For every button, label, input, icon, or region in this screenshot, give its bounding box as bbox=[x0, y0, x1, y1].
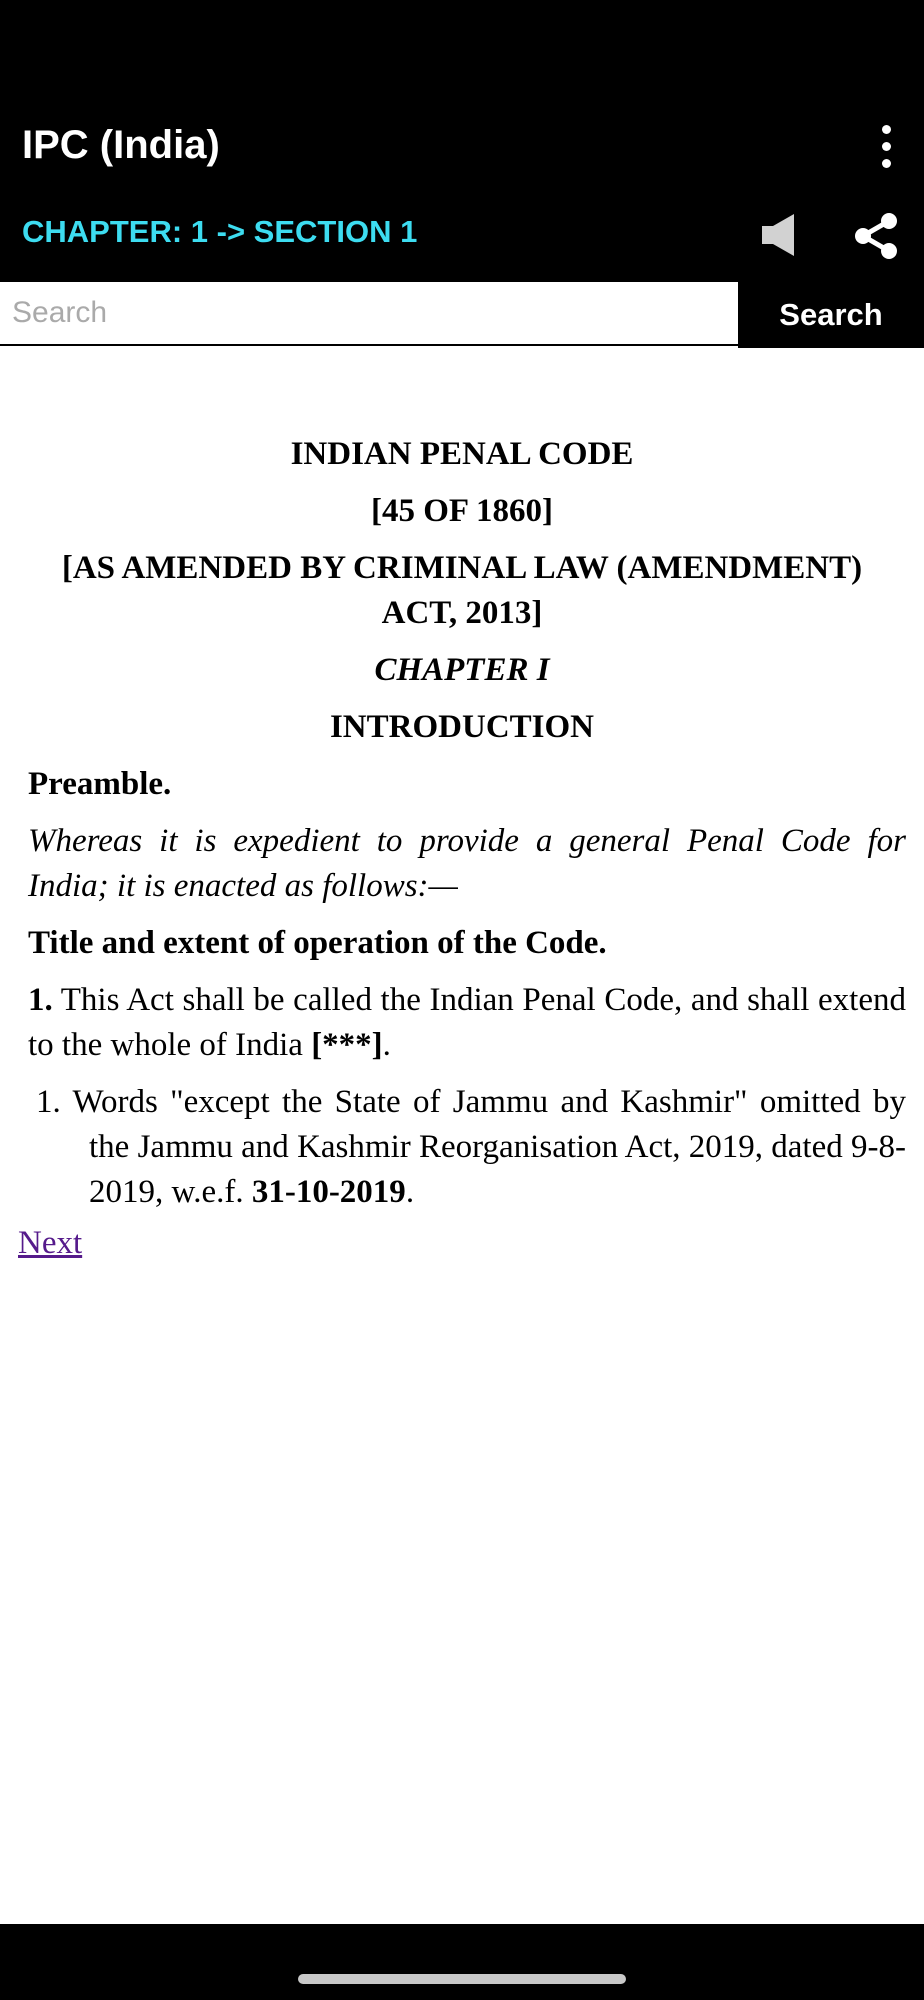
amendment-note: [AS AMENDED BY CRIMINAL LAW (AMENDMENT) ACT, 2013] bbox=[61, 550, 863, 631]
search-button[interactable]: Search bbox=[738, 282, 924, 348]
section-number: 1. bbox=[28, 982, 53, 1018]
chapter-label: CHAPTER I bbox=[374, 652, 550, 688]
footnote-date: 31-10-2019 bbox=[251, 1174, 406, 1210]
section-heading: Title and extent of operation of the Code. bbox=[28, 925, 607, 961]
footnote-text: Words "except the State of Jammu and Kashmir" omitted by the Jammu and Kashmir Reorganisation Act, 2019, dated 9-8-2019, w.e.f. bbox=[60, 1084, 906, 1210]
search-input[interactable] bbox=[0, 282, 738, 346]
next-link[interactable]: Next bbox=[18, 1225, 83, 1261]
chapter-section-subtitle: CHAPTER: 1 -> SECTION 1 bbox=[22, 214, 418, 249]
app-bar bbox=[0, 100, 924, 282]
section-end: . bbox=[382, 1027, 391, 1063]
document-content bbox=[0, 348, 924, 1266]
app-title: IPC (India) bbox=[22, 123, 220, 167]
preamble-text: Whereas it is expedient to provide a general Penal Code for India; it is enacted as follows:— bbox=[28, 823, 906, 904]
home-indicator[interactable] bbox=[298, 1974, 626, 1984]
chapter-title: INTRODUCTION bbox=[329, 709, 595, 745]
preamble-heading: Preamble. bbox=[28, 766, 172, 802]
status-bar bbox=[0, 0, 924, 100]
navigation-bar bbox=[0, 1924, 924, 2000]
section-text: This Act shall be called the Indian Penal Code, and shall extend to the whole of India bbox=[28, 982, 906, 1063]
omission-marker: [***] bbox=[311, 1027, 383, 1063]
share-icon[interactable] bbox=[850, 210, 902, 262]
act-number: [45 OF 1860] bbox=[370, 493, 554, 529]
footnote bbox=[36, 1080, 906, 1215]
speaker-icon[interactable] bbox=[756, 210, 806, 260]
search-bar bbox=[0, 282, 924, 348]
more-vert-icon[interactable] bbox=[862, 118, 910, 174]
document-title: INDIAN PENAL CODE bbox=[290, 436, 634, 472]
footnote-number: 1. bbox=[36, 1084, 61, 1120]
footnote-end: . bbox=[405, 1174, 415, 1210]
section-paragraph bbox=[0, 978, 924, 1068]
